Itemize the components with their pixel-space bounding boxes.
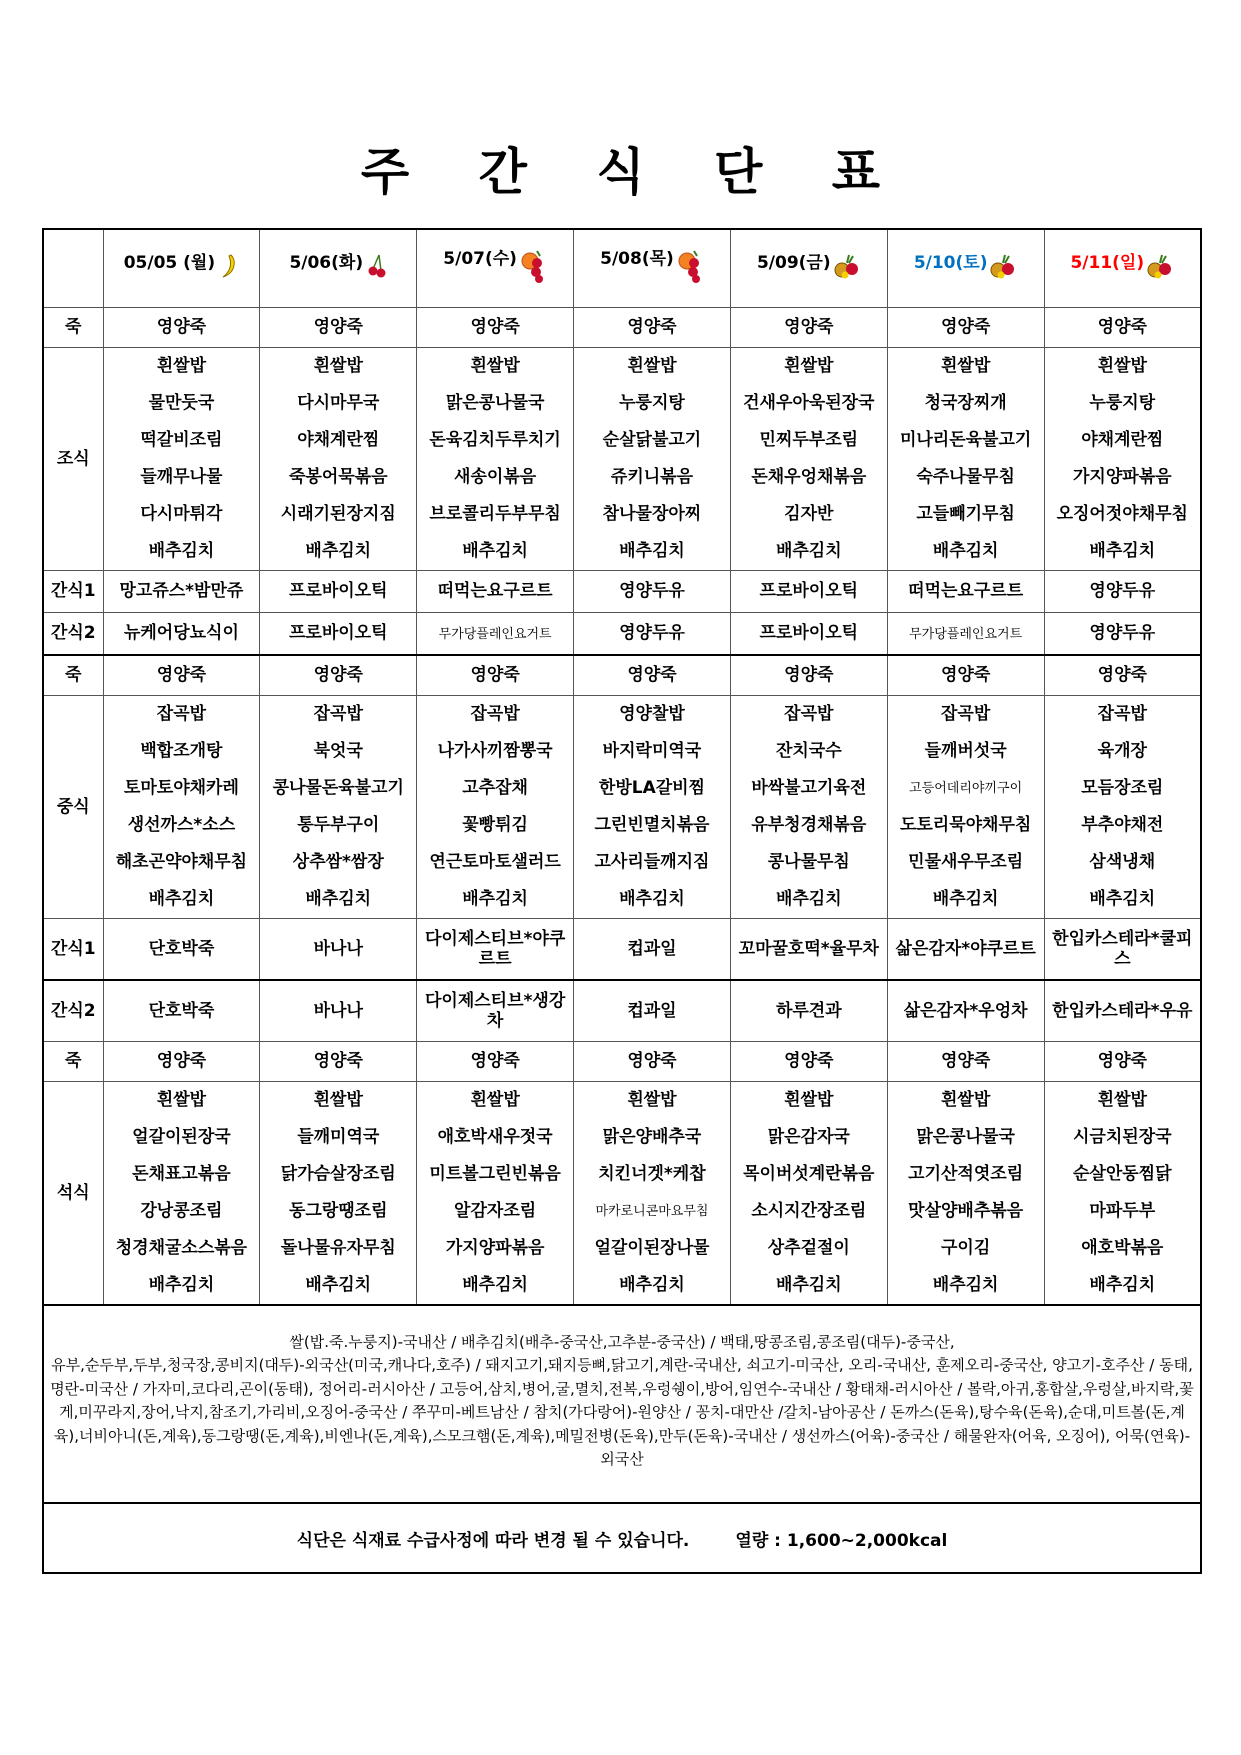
menu-item: 하루견과 xyxy=(775,1000,842,1021)
menu-item: 누룽지탕 xyxy=(619,393,685,413)
menu-item: 영양죽 xyxy=(784,665,834,686)
day-label: 5/09(금) xyxy=(756,252,831,273)
menu-cell xyxy=(417,308,574,348)
menu-item: 배추김치 xyxy=(1089,541,1156,561)
menu-cell xyxy=(887,613,1044,656)
menu-cell xyxy=(417,980,574,1042)
menu-item: 북엇국 xyxy=(313,741,363,761)
calorie-info: 열량 : 1,600~2,000kcal xyxy=(735,1530,948,1551)
menu-item: 영양죽 xyxy=(156,665,207,686)
menu-item: 배추김치 xyxy=(619,1275,685,1295)
menu-item: 쥬키니볶음 xyxy=(610,467,694,487)
day-label: 5/07(수) xyxy=(443,248,517,269)
menu-item: 영양두유 xyxy=(1089,623,1156,644)
menu-item: 영양죽 xyxy=(470,1051,520,1072)
menu-cell xyxy=(1044,613,1201,656)
menu-item: 상추겉절이 xyxy=(767,1238,850,1258)
menu-cell xyxy=(887,696,1044,919)
menu-cell xyxy=(103,1042,260,1082)
menu-item: 흰쌀밥 xyxy=(156,356,207,376)
menu-cell xyxy=(730,980,887,1042)
menu-item: 흰쌀밥 xyxy=(941,356,991,376)
menu-item: 바지락미역국 xyxy=(602,741,702,761)
menu-item: 동그랑땡조림 xyxy=(288,1201,388,1221)
menu-cell xyxy=(730,613,887,656)
menu-item: 맑은양배추국 xyxy=(602,1127,702,1147)
menu-item: 삶은감자*우엉차 xyxy=(903,1000,1028,1021)
menu-cell xyxy=(574,308,731,348)
menu-item: 배추김치 xyxy=(775,541,842,561)
menu-cell xyxy=(1044,571,1201,613)
menu-item: 배추김치 xyxy=(932,1275,999,1295)
menu-cell xyxy=(103,919,260,981)
menu-item: 영양죽 xyxy=(784,1051,834,1072)
menu-item: 흰쌀밥 xyxy=(627,356,677,376)
menu-item: 건새우아욱된장국 xyxy=(743,393,875,413)
menu-cell xyxy=(260,655,417,696)
menu-item: 마파두부 xyxy=(1089,1201,1156,1221)
menu-item: 청경채굴소스볶음 xyxy=(115,1238,248,1258)
menu-item: 프로바이오틱 xyxy=(288,581,388,602)
day-header xyxy=(730,229,887,308)
menu-item: 얼갈이된장나물 xyxy=(594,1238,710,1258)
menu-cell xyxy=(417,613,574,656)
menu-row xyxy=(43,980,1201,1042)
menu-item: 브로콜리두부무침 xyxy=(429,504,561,524)
menu-item: 무가당플레인요거트 xyxy=(909,627,1023,643)
menu-item: 배추김치 xyxy=(305,1275,372,1295)
menu-item: 망고쥬스*밤만쥬 xyxy=(119,581,244,602)
menu-item: 무가당플레인요거트 xyxy=(438,627,552,643)
menu-row xyxy=(43,613,1201,656)
menu-item: 단호박죽 xyxy=(148,1000,215,1021)
menu-item: 그린빈멸치볶음 xyxy=(594,815,710,835)
menu-item: 프로바이오틱 xyxy=(288,623,388,644)
fruit-bowl-icon xyxy=(989,253,1017,284)
day-header xyxy=(1044,229,1201,308)
menu-cell xyxy=(887,980,1044,1042)
menu-cell xyxy=(574,919,731,981)
menu-item: 마카로니콘마요무침 xyxy=(595,1204,709,1219)
menu-cell xyxy=(417,919,574,981)
menu-cell xyxy=(417,1082,574,1306)
menu-item: 통두부구이 xyxy=(297,815,380,835)
menu-item: 맛살양배추볶음 xyxy=(908,1201,1024,1221)
menu-item: 프로바이오틱 xyxy=(759,581,859,602)
menu-item: 누룽지탕 xyxy=(1089,393,1156,413)
menu-item: 유부청경채볶음 xyxy=(751,815,867,835)
menu-item: 고들빼기무침 xyxy=(916,504,1015,524)
menu-item: 콩나물무침 xyxy=(767,852,850,872)
menu-item: 삶은감자*야쿠르트 xyxy=(895,938,1036,959)
menu-item: 잡곡밥 xyxy=(941,704,991,724)
menu-cell xyxy=(1044,980,1201,1042)
menu-item: 다이제스티브*생강차 xyxy=(424,990,566,1031)
menu-item: 잡곡밥 xyxy=(470,704,520,724)
menu-cell xyxy=(730,1042,887,1082)
menu-item: 배추김치 xyxy=(148,1275,215,1295)
menu-cell xyxy=(730,919,887,981)
menu-cell xyxy=(1044,308,1201,348)
menu-item: 구이김 xyxy=(941,1238,991,1258)
menu-item: 컵과일 xyxy=(627,938,677,959)
origin-note-line: 쌀(밥.죽.누룽지)-국내산 / 배추김치(배추-중국산,고추분-중국산) / 백태,땅콩조림,콩조림(대두)-중국산, xyxy=(289,1332,955,1351)
menu-item: 배추김치 xyxy=(619,889,685,909)
menu-item: 흰쌀밥 xyxy=(313,1090,363,1110)
menu-item: 프로바이오틱 xyxy=(759,623,859,644)
menu-item: 민찌두부조림 xyxy=(759,430,859,450)
meal-label: 죽 xyxy=(43,655,103,696)
menu-item: 돌나물유자무침 xyxy=(280,1238,396,1258)
menu-item: 알감자조림 xyxy=(454,1201,537,1221)
menu-item: 죽봉어묵볶음 xyxy=(288,467,388,487)
weekly-menu-table xyxy=(42,228,1202,1306)
menu-cell xyxy=(574,348,731,571)
menu-cell xyxy=(1044,1082,1201,1306)
menu-item: 떠먹는요구르트 xyxy=(908,581,1024,602)
menu-item: 배추김치 xyxy=(1089,1275,1156,1295)
menu-item: 영양찰밥 xyxy=(619,704,685,724)
menu-row xyxy=(43,571,1201,613)
menu-item: 배추김치 xyxy=(305,541,372,561)
menu-item: 야채계란찜 xyxy=(297,430,380,450)
menu-item: 영양두유 xyxy=(619,623,685,644)
menu-cell xyxy=(730,308,887,348)
menu-item: 배추김치 xyxy=(462,541,528,561)
menu-item: 야채계란찜 xyxy=(1081,430,1164,450)
menu-item: 미나리돈육불고기 xyxy=(899,430,1032,450)
menu-cell xyxy=(887,1042,1044,1082)
fruit-basket-icon xyxy=(519,249,547,288)
menu-cell xyxy=(260,571,417,613)
menu-item: 영양죽 xyxy=(313,1051,363,1072)
menu-item: 배추김치 xyxy=(462,1275,528,1295)
menu-item: 돈육김치두루치기 xyxy=(429,430,561,450)
menu-item: 미트볼그린빈볶음 xyxy=(429,1164,561,1184)
footer xyxy=(42,1502,1202,1574)
menu-item: 뉴케어당뇨식이 xyxy=(123,623,239,644)
menu-item: 배추김치 xyxy=(148,541,215,561)
menu-item: 잡곡밥 xyxy=(156,704,207,724)
menu-item: 물만둣국 xyxy=(148,393,215,413)
menu-cell xyxy=(574,1082,731,1306)
menu-item: 백합조개탕 xyxy=(140,741,223,761)
menu-row xyxy=(43,655,1201,696)
menu-item: 시금치된장국 xyxy=(1073,1127,1172,1147)
menu-item: 육개장 xyxy=(1097,741,1147,761)
menu-cell xyxy=(574,980,731,1042)
menu-item: 소시지간장조림 xyxy=(751,1201,867,1221)
menu-item: 영양죽 xyxy=(627,317,677,338)
menu-item: 배추김치 xyxy=(148,889,215,909)
menu-cell xyxy=(574,696,731,919)
day-label: 05/05 (월) xyxy=(123,252,216,273)
menu-item: 영양죽 xyxy=(1097,317,1147,338)
menu-item: 흰쌀밥 xyxy=(784,356,834,376)
menu-item: 해초곤약야채무침 xyxy=(115,852,248,872)
menu-item: 청국장찌개 xyxy=(924,393,1007,413)
menu-item: 참나물장아찌 xyxy=(602,504,702,524)
menu-cell xyxy=(260,348,417,571)
day-label: 5/10(토) xyxy=(913,252,988,273)
menu-item: 도토리묵야채무침 xyxy=(899,815,1032,835)
day-header xyxy=(574,229,731,308)
menu-item: 얼갈이된장국 xyxy=(132,1127,231,1147)
menu-item: 흰쌀밥 xyxy=(784,1090,834,1110)
menu-row xyxy=(43,696,1201,919)
menu-item: 바나나 xyxy=(313,1000,363,1021)
menu-item: 숙주나물무침 xyxy=(916,467,1015,487)
menu-cell xyxy=(103,696,260,919)
menu-item: 영양죽 xyxy=(784,317,834,338)
menu-cell xyxy=(103,980,260,1042)
menu-item: 고사리들깨지짐 xyxy=(594,852,710,872)
menu-cell xyxy=(1044,655,1201,696)
menu-item: 상추쌈*쌈장 xyxy=(292,852,384,872)
menu-cell xyxy=(260,613,417,656)
menu-cell xyxy=(260,308,417,348)
meal-label: 간식1 xyxy=(43,919,103,981)
menu-item: 강낭콩조림 xyxy=(140,1201,223,1221)
menu-cell xyxy=(887,308,1044,348)
menu-item: 영양죽 xyxy=(156,317,207,338)
menu-item: 떡갈비조림 xyxy=(140,430,223,450)
origin-note-text: 유부,순두부,두부,청국장,콩비지(대두)-외국산(미국,캐나다,호주) / 돼지고기,돼지등뼈,닭고기,계란-국내산, 쇠고기-미국산, 오리-국내산, 훈제오리-중국산, 양고기-호주산 / 동태,명란-미국산 / 가자미,코다리,곤이(동태), 정어리-러시아산 / 고등어,삼치,병어,굴,멸치,전복,우렁쉥이,방어,임연수-국내산 / 황태채-러시아산 / 볼락,아귀,홍합살,우렁살,바지락,꽃게,미꾸라지,장어,낙지,참조기,가리비,오징어-중국산 / 쭈꾸미-베트남산 / 참치(가다랑어)-원양산 / 꽁치-대만산 /갈치-남아공산 / 돈까스(돈육),탕수육(돈육),순대,미트볼(돈,계육),너비아니(돈,계육),동그랑땡(돈,계육),비엔나(돈,계육),스모크햄(돈,계육),메밀전병(돈육),만두(돈육)-국내산 / 생선까스(어육)-중국산 / 해물완자(어육, 오징어), 어묵(연육)-외국산 xyxy=(50,1356,1194,1468)
menu-item: 한방LA갈비찜 xyxy=(598,778,705,798)
menu-item: 영양죽 xyxy=(313,317,363,338)
menu-item: 떠먹는요구르트 xyxy=(437,581,553,602)
menu-item: 꼬마꿀호떡*율무차 xyxy=(738,938,879,959)
menu-item: 배추김치 xyxy=(619,541,685,561)
menu-item: 배추김치 xyxy=(1089,889,1156,909)
banana-icon xyxy=(217,253,239,284)
menu-item: 바나나 xyxy=(313,938,363,959)
meal-label: 간식2 xyxy=(43,613,103,656)
menu-item: 배추김치 xyxy=(775,889,842,909)
menu-cell xyxy=(260,919,417,981)
menu-item: 들깨미역국 xyxy=(297,1127,380,1147)
menu-item: 김자반 xyxy=(784,504,834,524)
day-header xyxy=(103,229,260,308)
menu-item: 영양죽 xyxy=(941,1051,991,1072)
menu-item: 다이제스티브*야쿠르트 xyxy=(424,928,566,969)
menu-item: 콩나물돈육불고기 xyxy=(272,778,404,798)
menu-item: 흰쌀밥 xyxy=(156,1090,207,1110)
menu-item: 나가사끼짬뽕국 xyxy=(437,741,553,761)
change-notice: 식단은 식재료 수급사정에 따라 변경 될 수 있습니다. xyxy=(296,1530,690,1551)
menu-item: 애호박볶음 xyxy=(1081,1238,1164,1258)
menu-item: 순살안동찜닭 xyxy=(1073,1164,1172,1184)
menu-item: 바싹불고기육전 xyxy=(751,778,867,798)
menu-item: 한입카스테라*쿨피스 xyxy=(1052,928,1193,969)
menu-item: 영양죽 xyxy=(1097,665,1147,686)
menu-item: 가지양파볶음 xyxy=(445,1238,545,1258)
menu-cell xyxy=(260,1082,417,1306)
meal-label: 죽 xyxy=(43,1042,103,1082)
menu-item: 배추김치 xyxy=(462,889,528,909)
menu-cell xyxy=(417,655,574,696)
day-header xyxy=(260,229,417,308)
menu-item: 고추잡채 xyxy=(462,778,528,798)
menu-row xyxy=(43,919,1201,981)
menu-item: 흰쌀밥 xyxy=(1097,1090,1147,1110)
menu-item: 영양죽 xyxy=(470,317,520,338)
menu-cell xyxy=(260,1042,417,1082)
menu-item: 영양죽 xyxy=(627,665,677,686)
day-label: 5/11(일) xyxy=(1070,252,1145,273)
menu-cell xyxy=(260,696,417,919)
menu-item: 영양죽 xyxy=(1097,1051,1147,1072)
menu-cell xyxy=(887,919,1044,981)
meal-label: 간식2 xyxy=(43,980,103,1042)
menu-cell xyxy=(103,655,260,696)
meal-label: 중식 xyxy=(43,696,103,919)
menu-item: 민물새우무조림 xyxy=(908,852,1024,872)
menu-item: 새송이볶음 xyxy=(454,467,537,487)
menu-item: 다시마튀각 xyxy=(140,504,223,524)
menu-item: 영양죽 xyxy=(941,665,991,686)
menu-item: 흰쌀밥 xyxy=(1097,356,1147,376)
menu-item: 순살닭불고기 xyxy=(602,430,702,450)
menu-item: 영양죽 xyxy=(627,1051,677,1072)
menu-cell xyxy=(103,571,260,613)
menu-item: 목이버섯계란볶음 xyxy=(743,1164,875,1184)
menu-cell xyxy=(730,571,887,613)
menu-item: 잡곡밥 xyxy=(313,704,363,724)
menu-item: 영양죽 xyxy=(941,317,991,338)
menu-cell xyxy=(103,613,260,656)
menu-item: 배추김치 xyxy=(305,889,372,909)
menu-cell xyxy=(574,1042,731,1082)
menu-item: 단호박죽 xyxy=(148,938,215,959)
header-row xyxy=(43,229,1201,308)
day-label: 5/06(화) xyxy=(289,252,364,273)
menu-row xyxy=(43,1082,1201,1306)
menu-item: 모듬장조림 xyxy=(1081,778,1164,798)
menu-row xyxy=(43,1042,1201,1082)
menu-item: 컵과일 xyxy=(627,1000,677,1021)
header-corner xyxy=(43,229,103,308)
menu-item: 꽃빵튀김 xyxy=(462,815,528,835)
menu-item: 흰쌀밥 xyxy=(627,1090,677,1110)
menu-item: 영양두유 xyxy=(1089,581,1156,602)
menu-item: 들깨버섯국 xyxy=(924,741,1007,761)
menu-item: 삼색냉채 xyxy=(1089,852,1156,872)
meal-label: 죽 xyxy=(43,308,103,348)
meal-label: 석식 xyxy=(43,1082,103,1306)
menu-item: 고기산적엿조림 xyxy=(908,1164,1024,1184)
menu-cell xyxy=(103,1082,260,1306)
menu-item: 배추김치 xyxy=(932,541,999,561)
menu-cell xyxy=(574,655,731,696)
menu-item: 흰쌀밥 xyxy=(470,356,520,376)
menu-cell xyxy=(260,980,417,1042)
menu-item: 치킨너겟*케찹 xyxy=(598,1164,706,1184)
menu-item: 한입카스테라*우유 xyxy=(1052,1000,1193,1021)
menu-item: 들깨무나물 xyxy=(140,467,223,487)
menu-item: 가지양파볶음 xyxy=(1073,467,1172,487)
menu-cell xyxy=(574,571,731,613)
menu-item: 다시마무국 xyxy=(297,393,380,413)
meal-label: 간식1 xyxy=(43,571,103,613)
menu-item: 배추김치 xyxy=(775,1275,842,1295)
menu-cell xyxy=(1044,696,1201,919)
menu-item: 시래기된장지짐 xyxy=(280,504,396,524)
menu-item: 애호박새우젓국 xyxy=(437,1127,553,1147)
menu-cell xyxy=(730,1082,887,1306)
page-title: 주 간 식 단 표 xyxy=(360,143,907,201)
menu-item: 잡곡밥 xyxy=(1097,704,1147,724)
day-label: 5/08(목) xyxy=(600,248,674,269)
menu-cell xyxy=(417,1042,574,1082)
menu-item: 잡곡밥 xyxy=(784,704,834,724)
menu-cell xyxy=(1044,348,1201,571)
menu-row xyxy=(43,308,1201,348)
menu-cell xyxy=(887,655,1044,696)
menu-cell xyxy=(1044,919,1201,981)
cherry-icon xyxy=(365,253,387,284)
menu-item: 생선까스*소스 xyxy=(127,815,236,835)
menu-item: 닭가슴살장조림 xyxy=(280,1164,396,1184)
meal-label: 조식 xyxy=(43,348,103,571)
menu-item: 오징어젓야채무침 xyxy=(1056,504,1188,524)
day-header xyxy=(887,229,1044,308)
menu-cell xyxy=(417,571,574,613)
menu-item: 부추야채전 xyxy=(1081,815,1164,835)
menu-cell xyxy=(574,613,731,656)
menu-item: 연근토마토샐러드 xyxy=(429,852,561,872)
menu-cell xyxy=(417,348,574,571)
fruit-basket-icon xyxy=(676,249,704,288)
menu-item: 잔치국수 xyxy=(775,741,842,761)
menu-item: 맑은콩나물국 xyxy=(916,1127,1015,1147)
menu-cell xyxy=(730,696,887,919)
menu-item: 맑은콩나물국 xyxy=(445,393,545,413)
menu-item: 맑은감자국 xyxy=(767,1127,850,1147)
menu-row xyxy=(43,348,1201,571)
menu-cell xyxy=(103,308,260,348)
menu-cell xyxy=(417,696,574,919)
menu-item: 흰쌀밥 xyxy=(313,356,363,376)
menu-cell xyxy=(730,655,887,696)
menu-item: 영양죽 xyxy=(313,665,363,686)
fruit-bowl-icon xyxy=(1146,253,1174,284)
menu-cell xyxy=(887,1082,1044,1306)
menu-item: 흰쌀밥 xyxy=(941,1090,991,1110)
fruit-bowl-icon xyxy=(833,253,861,284)
menu-item: 토마토야채카레 xyxy=(123,778,239,798)
menu-item: 돈채표고볶음 xyxy=(132,1164,231,1184)
menu-item: 영양죽 xyxy=(156,1051,207,1072)
menu-cell xyxy=(730,348,887,571)
origin-notes xyxy=(42,1300,1202,1504)
menu-item: 고등어데리야끼구이 xyxy=(909,781,1023,796)
menu-item: 영양두유 xyxy=(619,581,685,602)
menu-cell xyxy=(887,571,1044,613)
menu-cell xyxy=(1044,1042,1201,1082)
menu-item: 영양죽 xyxy=(470,665,520,686)
menu-item: 배추김치 xyxy=(932,889,999,909)
menu-item: 돈채우엉채볶음 xyxy=(751,467,867,487)
menu-cell xyxy=(887,348,1044,571)
day-header xyxy=(417,229,574,308)
menu-item: 흰쌀밥 xyxy=(470,1090,520,1110)
menu-cell xyxy=(103,348,260,571)
